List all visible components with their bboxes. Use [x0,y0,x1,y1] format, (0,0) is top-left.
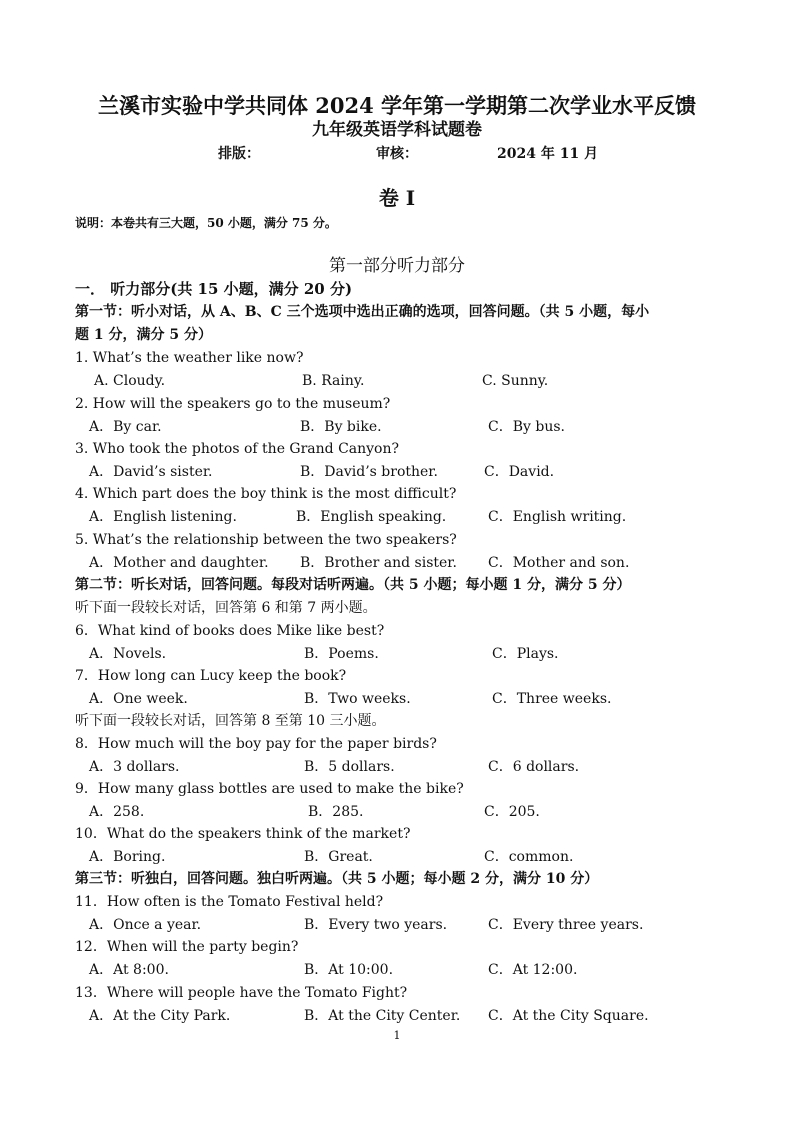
question-2: 2. How will the speakers go to the museum? [75,396,391,412]
option-c: C．By bus. [488,419,565,435]
option-c: C. Sunny. [482,373,549,389]
option-c: C．205. [484,804,540,820]
option-c: C．common. [484,849,574,865]
option-c: C．6 dollars. [488,759,580,775]
question-7: 7．How long can Lucy keep the book? [75,668,347,684]
question-13: 13．Where will people have the Tomato Fight? [75,985,408,1001]
option-b: B．At the City Center. [304,1008,461,1024]
option-b: B．Every two years. [304,917,448,933]
exam-date: 2024 年 11 月 [497,146,599,162]
option-b: B．Poems. [304,646,379,662]
instruction-6-7: 听下面一段较长对话，回答第 6 和第 7 两小题。 [75,600,377,616]
option-b: B．At 10:00. [304,962,394,978]
subsection-1-heading-cont: 题 1 分，满分 5 分） [75,327,212,343]
question-6: 6．What kind of books does Mike like best? [75,623,385,639]
part-heading: 第一部分听力部分 [329,256,465,276]
question-9: 9．How many glass bottles are used to make the bike? [75,781,464,797]
option-a: A．One week. [89,691,188,707]
option-b: B．English speaking. [296,509,447,525]
question-10: 10．What do the speakers think of the market? [75,826,411,842]
option-a: A．By car. [89,419,162,435]
option-b: B．By bike. [300,419,382,435]
volume-heading: 卷 I [378,186,416,210]
option-b: B．5 dollars. [304,759,395,775]
question-8: 8．How much will the boy pay for the paper birds? [75,736,437,752]
question-5: 5. What’s the relationship between the two speakers? [75,532,457,548]
option-c: C．Three weeks. [492,691,612,707]
option-a: A．Mother and daughter. [89,555,269,571]
option-c: C．David. [484,464,555,480]
option-b: B. Rainy. [302,373,365,389]
question-4: 4. Which part does the boy think is the most difficult? [75,486,457,502]
option-a: A．Novels. [89,646,167,662]
subsection-3-heading: 第三节：听独白，回答问题。独白听两遍。（共 5 小题；每小题 2 分，满分 10 分） [75,871,599,887]
option-a: A．At the City Park. [89,1008,231,1024]
option-c: C．Plays. [492,646,559,662]
option-c: C．Every three years. [488,917,644,933]
option-a: A．English listening. [89,509,237,525]
instruction-8-10: 听下面一段较长对话，回答第 8 至第 10 三小题。 [75,713,386,729]
option-a: A．Once a year. [89,917,202,933]
option-c: C．At 12:00. [488,962,578,978]
layout-label: 排版： [218,146,260,162]
exam-title: 兰溪市实验中学共同体 2024 学年第一学期第二次学业水平反馈 [97,93,697,118]
option-b: B．Great. [304,849,373,865]
question-1: 1. What’s the weather like now? [75,350,304,366]
option-a: A．Boring. [89,849,166,865]
exam-subtitle: 九年级英语学科试题卷 [312,120,482,140]
question-12: 12．When will the party begin? [75,939,299,955]
option-c: C．Mother and son. [488,555,630,571]
exam-note: 说明：本卷共有三大题，50 小题，满分 75 分。 [75,216,337,230]
option-a: A．David’s sister. [89,464,213,480]
option-b: B．Two weeks. [304,691,411,707]
option-b: B．David’s brother. [300,464,438,480]
page-number: 1 [393,1029,401,1042]
subsection-2-heading: 第二节：听长对话，回答问题。每段对话听两遍。（共 5 小题；每小题 1 分，满分 5 分） [75,577,631,593]
review-label: 审核： [376,146,418,162]
option-c: C．English writing. [488,509,627,525]
option-b: B．285. [308,804,364,820]
option-a: A. Cloudy. [94,373,166,389]
option-a: A．258. [89,804,145,820]
question-3: 3. Who took the photos of the Grand Canyon? [75,441,400,457]
question-11: 11．How often is the Tomato Festival held? [75,894,384,910]
subsection-1-heading: 第一节：听小对话，从 A、B、C 三个选项中选出正确的选项，回答问题。（共 5 小题，每小 [75,304,650,320]
option-a: A．At 8:00. [89,962,169,978]
option-b: B．Brother and sister. [300,555,457,571]
option-c: C．At the City Square. [488,1008,649,1024]
section-heading: 一． 听力部分(共 15 小题，满分 20 分) [75,280,353,298]
option-a: A．3 dollars. [89,759,180,775]
